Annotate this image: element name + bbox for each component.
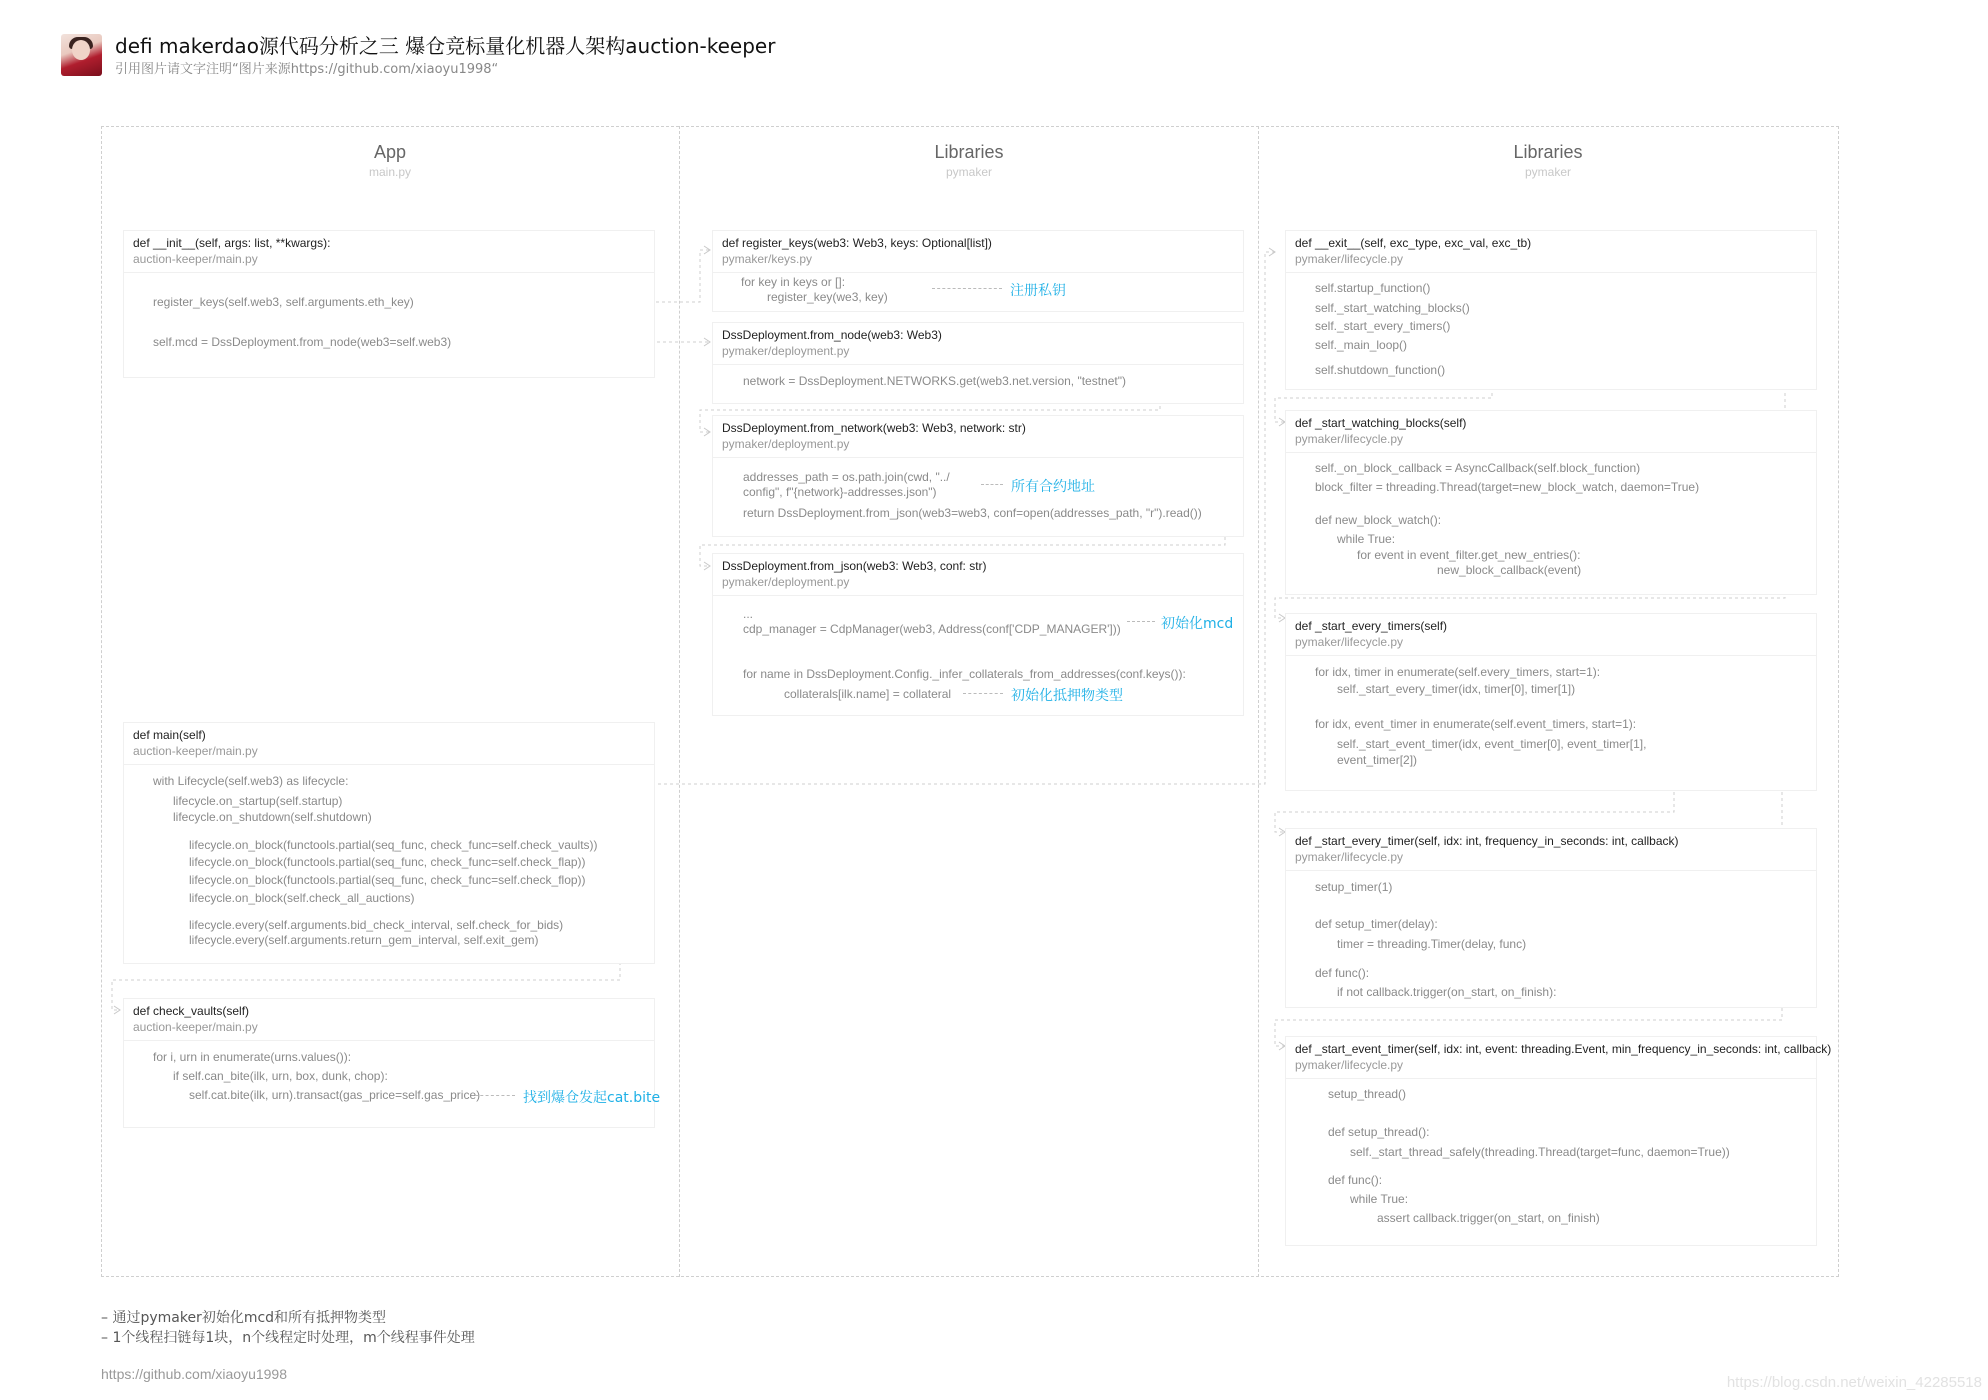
function-signature: def __exit__(self, exc_type, exc_val, exc_tb) — [1295, 236, 1532, 250]
github-link[interactable]: https://github.com/xiaoyu1998 — [101, 1366, 288, 1382]
annotation-init-collateral: 初始化抵押物类型 — [1011, 685, 1123, 705]
code-line: for event in event_filter.get_new_entries(): — [1357, 548, 1581, 562]
column-title: Libraries — [934, 142, 1004, 162]
code-line: self.shutdown_function() — [1315, 363, 1446, 377]
annotation-register-key: 注册私钥 — [1010, 280, 1066, 300]
file-path: pymaker/deployment.py — [722, 344, 850, 358]
code-line: cdp_manager = CdpManager(web3, Address(conf['CDP_MANAGER'])) — [743, 622, 1121, 636]
code-line: self._start_watching_blocks() — [1315, 301, 1470, 315]
code-line: lifecycle.on_shutdown(self.shutdown) — [173, 810, 372, 824]
code-line: while True: — [1350, 1192, 1409, 1206]
code-line: new_block_callback(event) — [1437, 563, 1582, 577]
function-signature: def _start_event_timer(self, idx: int, event: threading.Event, min_frequency_in_seconds: int, callback) — [1295, 1042, 1832, 1056]
function-signature: def register_keys(web3: Web3, keys: Optional[list]) — [722, 236, 992, 250]
code-line: setup_thread() — [1328, 1087, 1407, 1101]
code-line: self._start_thread_safely(threading.Thread(target=func, daemon=True)) — [1350, 1145, 1730, 1159]
code-line: if self.can_bite(ilk, urn, box, dunk, chop): — [173, 1069, 388, 1083]
code-line: ... — [743, 607, 754, 621]
code-line: for idx, event_timer in enumerate(self.event_timers, start=1): — [1315, 717, 1637, 731]
file-path: auction-keeper/main.py — [133, 252, 258, 266]
column-subtitle: pymaker — [1524, 165, 1571, 179]
code-line: lifecycle.on_block(functools.partial(seq_func, check_func=self.check_vaults)) — [189, 838, 598, 852]
code-line: timer = threading.Timer(delay, func) — [1337, 937, 1527, 951]
function-signature: def main(self) — [133, 728, 206, 742]
code-line: collaterals[ilk.name] = collateral — [784, 687, 952, 701]
function-box-from-node — [712, 322, 1244, 404]
code-line: lifecycle.every(self.arguments.bid_check_interval, self.check_for_bids) — [189, 918, 564, 932]
column-header-app — [101, 142, 679, 179]
code-line: lifecycle.on_startup(self.startup) — [173, 794, 343, 808]
code-line: self.startup_function() — [1315, 281, 1431, 295]
code-line: self._on_block_callback = AsyncCallback(self.block_function) — [1315, 461, 1641, 475]
document-subtitle: 引用图片请文字注明“图片来源https://github.com/xiaoyu1998“ — [115, 62, 499, 77]
function-signature: def __init__(self, args: list, **kwargs): — [133, 236, 331, 250]
code-line: register_keys(self.web3, self.arguments.eth_key) — [153, 295, 414, 309]
column-title: Libraries — [1513, 142, 1583, 162]
code-line: register_key(we3, key) — [767, 290, 888, 304]
function-signature: def _start_every_timers(self) — [1295, 619, 1448, 633]
code-line: assert callback.trigger(on_start, on_finish) — [1377, 1211, 1600, 1225]
code-line: def setup_thread(): — [1328, 1125, 1430, 1139]
code-line: def new_block_watch(): — [1315, 513, 1442, 527]
function-signature: DssDeployment.from_json(web3: Web3, conf: str) — [722, 559, 987, 573]
code-line: lifecycle.on_block(functools.partial(seq_func, check_func=self.check_flop)) — [189, 873, 586, 887]
author-avatar — [61, 34, 102, 76]
column-divider — [1258, 126, 1259, 1277]
annotation-all-addresses: 所有合约地址 — [1011, 476, 1095, 496]
file-path: pymaker/lifecycle.py — [1295, 252, 1404, 266]
code-line: setup_timer(1) — [1315, 880, 1393, 894]
code-line: self._start_every_timers() — [1315, 319, 1451, 333]
code-line: with Lifecycle(self.web3) as lifecycle: — [153, 774, 349, 788]
code-line: self._start_every_timer(idx, timer[0], timer[1]) — [1337, 682, 1576, 696]
column-header-libraries — [1259, 142, 1837, 179]
document-title: defi makerdao源代码分析之三 爆仓竞标量化机器人架构auction-keeper — [115, 34, 776, 58]
file-path: pymaker/lifecycle.py — [1295, 1058, 1404, 1072]
code-line: def func(): — [1315, 966, 1370, 980]
code-line: config", f"{network}-addresses.json") — [743, 485, 937, 499]
function-signature: DssDeployment.from_network(web3: Web3, network: str) — [722, 421, 1026, 435]
code-line: while True: — [1337, 532, 1396, 546]
code-line: def setup_timer(delay): — [1315, 917, 1438, 931]
code-line: self.mcd = DssDeployment.from_node(web3=self.web3) — [153, 335, 452, 349]
code-line: lifecycle.on_block(self.check_all_auctions) — [189, 891, 415, 905]
column-header-libraries — [680, 142, 1258, 179]
function-signature: def _start_every_timer(self, idx: int, frequency_in_seconds: int, callback) — [1295, 834, 1679, 848]
file-path: pymaker/lifecycle.py — [1295, 850, 1404, 864]
function-signature: def _start_watching_blocks(self) — [1295, 416, 1467, 430]
code-line: addresses_path = os.path.join(cwd, "../ — [743, 470, 950, 484]
file-path: auction-keeper/main.py — [133, 1020, 258, 1034]
code-line: event_timer[2]) — [1337, 753, 1418, 767]
code-line: self._main_loop() — [1315, 338, 1408, 352]
footer-note: – 通过pymaker初始化mcd和所有抵押物类型 — [101, 1310, 387, 1326]
code-line: def func(): — [1328, 1173, 1383, 1187]
column-subtitle: pymaker — [945, 165, 992, 179]
code-line: self._start_event_timer(idx, event_timer[0], event_timer[1], — [1337, 737, 1647, 751]
code-line: network = DssDeployment.NETWORKS.get(web3.net.version, "testnet") — [743, 374, 1126, 388]
code-line: for i, urn in enumerate(urns.values()): — [153, 1050, 352, 1064]
file-path: pymaker/lifecycle.py — [1295, 635, 1404, 649]
code-line: for name in DssDeployment.Config._infer_collaterals_from_addresses(conf.keys()): — [743, 667, 1186, 681]
column-subtitle: main.py — [368, 165, 412, 179]
code-line: block_filter = threading.Thread(target=new_block_watch, daemon=True) — [1315, 480, 1700, 494]
function-signature: DssDeployment.from_node(web3: Web3) — [722, 328, 942, 342]
code-line: lifecycle.on_block(functools.partial(seq_func, check_func=self.check_flap)) — [189, 855, 586, 869]
code-line: self.cat.bite(ilk, urn).transact(gas_price=self.gas_price) — [189, 1088, 481, 1102]
column-divider — [679, 126, 680, 1277]
code-line: for idx, timer in enumerate(self.every_timers, start=1): — [1315, 665, 1601, 679]
column-title: App — [373, 142, 407, 162]
footer-note: – 1个线程扫链每1块，n个线程定时处理，m个线程事件处理 — [101, 1330, 475, 1346]
code-line: for key in keys or []: — [741, 275, 846, 289]
function-signature: def check_vaults(self) — [133, 1004, 250, 1018]
file-path: pymaker/lifecycle.py — [1295, 432, 1404, 446]
file-path: auction-keeper/main.py — [133, 744, 258, 758]
annotation-init-mcd: 初始化mcd — [1161, 613, 1233, 633]
code-line: return DssDeployment.from_json(web3=web3, conf=open(addresses_path, "r").read()) — [743, 506, 1202, 520]
code-line: if not callback.trigger(on_start, on_finish): — [1337, 985, 1557, 999]
file-path: pymaker/deployment.py — [722, 437, 850, 451]
watermark: https://blog.csdn.net/weixin_42285518 — [1726, 1374, 1982, 1391]
code-line: lifecycle.every(self.arguments.return_gem_interval, self.exit_gem) — [189, 933, 539, 947]
file-path: pymaker/keys.py — [722, 252, 813, 266]
annotation-bite: 找到爆仓发起cat.bite — [523, 1087, 660, 1107]
file-path: pymaker/deployment.py — [722, 575, 850, 589]
